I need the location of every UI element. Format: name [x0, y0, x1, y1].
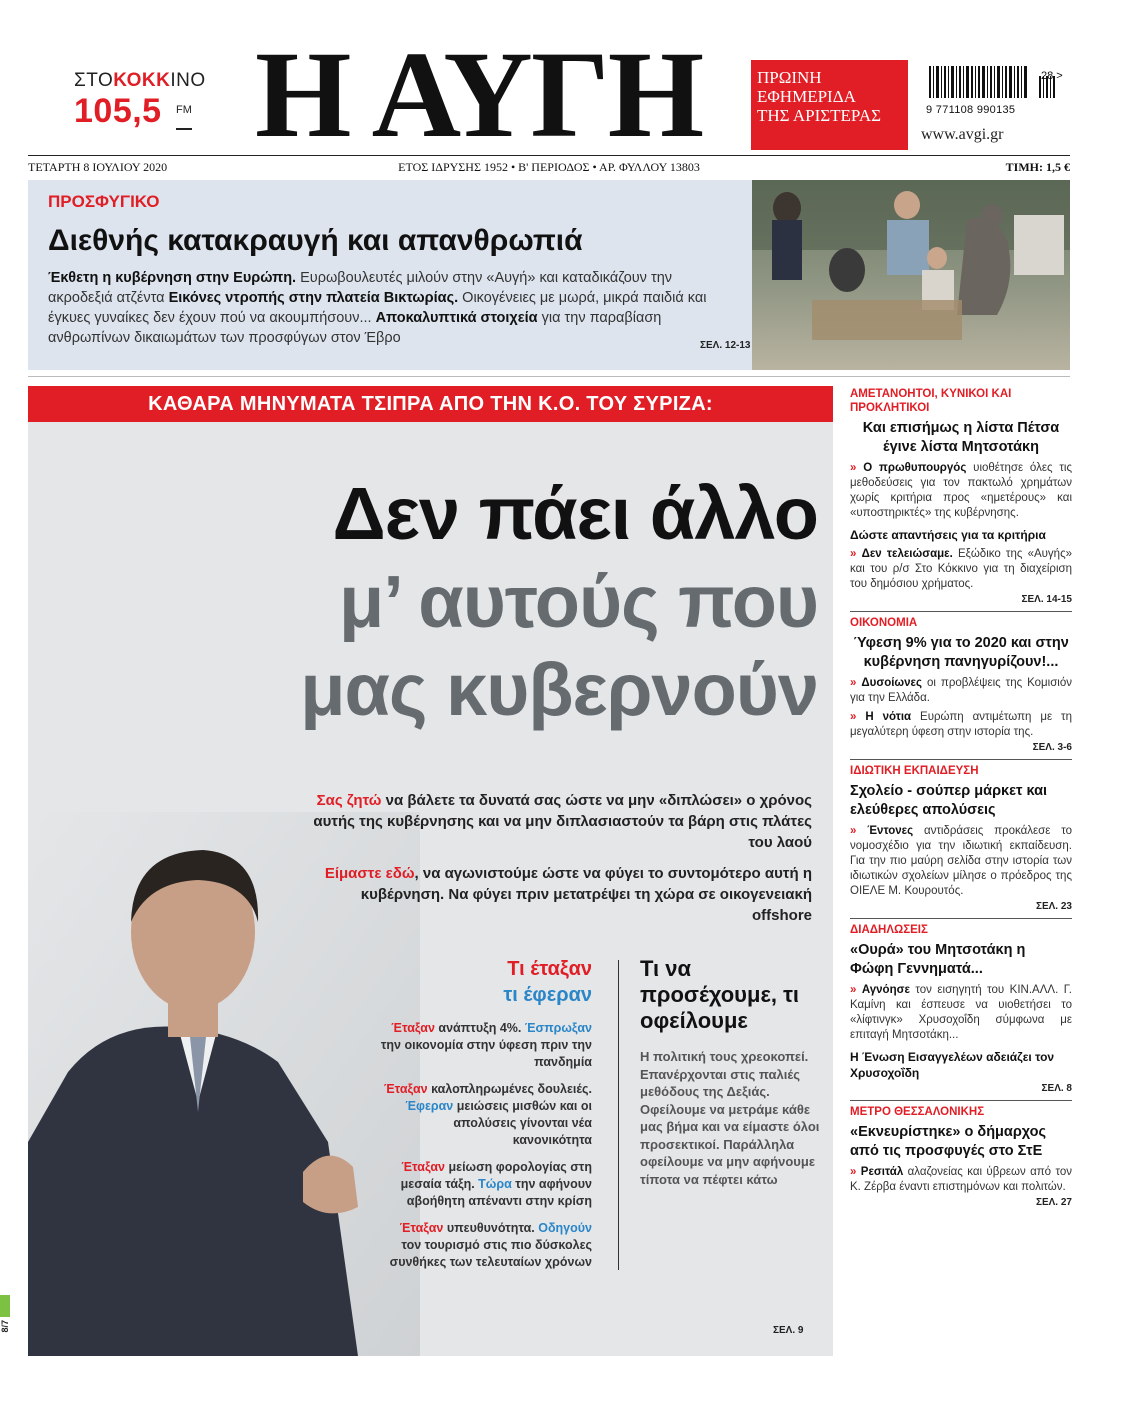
lead-headline[interactable]: Δεν πάει άλλο μ’ αυτούς που μας κυβερνούν: [300, 472, 818, 731]
sidebar-headline[interactable]: «Ουρά» του Μητσοτάκη η Φώφη Γεννηματά...: [850, 942, 1026, 977]
barcode-icon: [929, 66, 1059, 98]
lead-banner: ΚΑΘΑΡΑ ΜΗΝΥΜΑΤΑ ΤΣΙΠΡΑ ΑΠΟ ΤΗΝ Κ.Ο. ΤΟΥ ΣΥΡΙΖΑ:: [28, 386, 833, 422]
price: ΤΙΜΗ: 1,5 €: [1005, 160, 1070, 174]
lead-dek: Σας ζητώ να βάλετε τα δυνατά σας ώστε να μην «διπλώσει» ο χρόνος αυτής της κυβέρνησης και να μην διπλασιαστούν τα βάρη στις πλάτες του λαού Είμαστε εδώ, να αγωνιστούμε ώστε να φύγει το συντομότερο αυτή η κυβέρνηση. Να φύγει πριν μετατρέψει τη χώρα σε οικογενειακή offshore: [313, 792, 812, 924]
section-rule: [28, 376, 1070, 377]
dateline: [28, 160, 1070, 176]
sidebar-headline[interactable]: Ύφεση 9% για το 2020 και στην κυβέρνηση πανηγυρίζουν!...: [853, 635, 1069, 670]
caution-column: Η πολιτική τους χρεοκοπεί. Επανέρχονται στις παλιές μεθόδους της Δεξιάς. Οφείλουμε να μετράμε κάθε μας βήμα και να είμαστε όλοι προσεκτικοί. Παράλληλα οφείλουμε να μην αφήνουμε τίποτα να πέφτει κάτω: [640, 1049, 820, 1187]
caution-title: Τι να προσέχουμε, τι οφείλουμε: [640, 956, 800, 1033]
lead-page-ref: ΣΕΛ. 9: [773, 1325, 804, 1336]
refugees-photo: [752, 180, 1070, 370]
radio-station-logo: [74, 70, 206, 131]
column-divider: [618, 960, 619, 1270]
radio-brand: ΣΤΟΚΟΚΚΙΝΟ: [74, 70, 206, 91]
radio-dash: [176, 128, 192, 130]
sidebar-story-1: ΑΜΕΤΑΝΟΗΤΟΙ, ΚΥΝΙΚΟΙ ΚΑΙ ΠΡΟΚΛΗΤΙΚΟΙ Και επισήμως η λίστα Πέτσα έγινε λίστα Μητσοτάκη » Ο πρωθυπουργός υιοθέτησε όλες τις μεθοδεύσεις για τον πακτωλό χρημάτων χωρίς κριτήρια προς «ημετέρους» και «υποστηρικτές» της κυβέρνησης. Δώστε απαντήσεις για τα κριτήρια » Δεν τελειώσαμε. Εξώδικο της «Αυγής» και του ρ/σ Στο Κόκκινο για τη διαχείριση του δημόσιου χρήματος. ΣΕΛ. 14-15: [850, 383, 1072, 612]
issue-info: ΕΤΟΣ ΙΔΡΥΣΗΣ 1952 • Β' ΠΕΡΙΟΔΟΣ • ΑΡ. ΦΥΛΛΟΥ 13803: [398, 160, 700, 174]
masthead-rule: [28, 155, 1070, 156]
radio-fm-label: FM: [176, 104, 192, 116]
date-tab: [0, 1295, 10, 1317]
sidebar-headline[interactable]: Και επισήμως η λίστα Πέτσα έγινε λίστα Μητσοτάκη: [862, 420, 1060, 455]
sidebar-story-5: ΜΕΤΡΟ ΘΕΣΣΑΛΟΝΙΚΗΣ «Εκνευρίστηκε» ο δήμαρχος από τις προσφυγές στο ΣτΕ » Ρεσιτάλ αλαζονείας και ύβρεων από τον Κ. Ζέρβα έναντι επιστημόνων και πολιτών. ΣΕΛ. 27: [850, 1106, 1072, 1208]
radio-frequency: 105,5: [74, 92, 162, 130]
promises-title: Τι έταξαν τι έφεραν: [503, 958, 592, 1006]
issue-date: ΤΕΤΑΡΤΗ 8 ΙΟΥΛΙΟΥ 2020: [28, 160, 168, 174]
newspaper-title: Η ΑΥΓΗ: [255, 26, 703, 163]
refugee-page-ref: ΣΕΛ. 12-13: [700, 340, 751, 351]
refugee-headline[interactable]: Διεθνής κατακραυγή και απανθρωπιά: [48, 224, 583, 257]
barcode-issue: 28 >: [1041, 70, 1063, 82]
tagline-box: ΠΡΩΙΝΗ ΕΦΗΜΕΡΙΔΑ ΤΗΣ ΑΡΙΣΤΕΡΑΣ: [751, 60, 908, 150]
date-tab-label: 8/7: [0, 1320, 10, 1333]
sidebar-headline[interactable]: Σχολείο - σούπερ μάρκετ και ελεύθερες απολύσεις: [850, 783, 1048, 818]
refugee-kicker: ΠΡΟΣΦΥΓΙΚΟ: [48, 192, 160, 211]
barcode-number: 9 771108 990135: [926, 104, 1016, 116]
sidebar-story-3: ΙΔΙΩΤΙΚΗ ΕΚΠΑΙΔΕΥΣΗ Σχολείο - σούπερ μάρκετ και ελεύθερες απολύσεις » Έντονες αντιδράσεις προκάλεσε το νομοσχέδιο για την ιδιωτική εκπαίδευση. Για την πιο μαύρη σελίδα στην ιστορία των ιδιωτικών σχολείων μίλησε ο πρόεδρος της ΟΙΕΛΕ Μ. Κουρουτός. ΣΕΛ. 23: [850, 760, 1072, 919]
refugee-summary: Έκθετη η κυβέρνηση στην Ευρώπη. Ευρωβουλευτές μιλούν στην «Αυγή» και καταδικάζουν την ακροδεξιά ατζέντα Εικόνες ντροπής στην πλατεία Βικτωρίας. Οικογένειες με μωρά, μικρά παιδιά και έγκυες γυναίκες δεν έχουν πού να ακουμπήσουν... Αποκαλυπτικά στοιχεία για την παραβίαση ανθρωπίνων δικαιωμάτων των προσφύγων στον Έβρο: [48, 270, 707, 346]
sidebar: [850, 383, 1072, 1214]
sidebar-headline[interactable]: «Εκνευρίστηκε» ο δήμαρχος από τις προσφυγές στο ΣτΕ: [850, 1124, 1047, 1159]
sidebar-story-4: ΔΙΑΔΗΛΩΣΕΙΣ «Ουρά» του Μητσοτάκη η Φώφη Γεννηματά... » Αγνόησε τον εισηγητή του ΚΙΝ.ΑΛΛ. Γ. Καμίνη και έσπευσε να υιοθετήσει το «λίφτινγκ» Χρυσοχοΐδη σύμφωνα με επιταγή Μητσοτάκη... Η Ένωση Εισαγγελέων αδειάζει τον Χρυσοχοΐδη ΣΕΛ. 8: [850, 919, 1072, 1101]
sidebar-story-2: ΟΙΚΟΝΟΜΙΑ Ύφεση 9% για το 2020 και στην κυβέρνηση πανηγυρίζουν!... » Δυσοίωνες οι προβλέψεις της Κομισιόν για την Ελλάδα. » Η νότια Ευρώπη αντιμέτωπη με τη μεγαλύτερη ύφεση στην ιστορία της. ΣΕΛ. 3-6: [850, 612, 1072, 760]
website-link[interactable]: www.avgi.gr: [921, 126, 1004, 143]
promises-column: Έταξαν ανάπτυξη 4%. Έσπρωξαν την οικονομία στην ύφεση πριν την πανδημία Έταξαν καλοπληρωμένες δουλειές. Έφεραν μειώσεις μισθών και οι απολύσεις γίνονται νέα κανονικότητα Έταξαν μείωση φορολογίας στη μεσαία τάξη. Τώρα την αφήνουν αβοήθητη απέναντι στην κρίση Έταξαν υπευθυνότητα. Οδηγούν τον τουρισμό στις πιο δύσκολες συνθήκες των τελευταίων χρόνων: [380, 1021, 592, 1269]
